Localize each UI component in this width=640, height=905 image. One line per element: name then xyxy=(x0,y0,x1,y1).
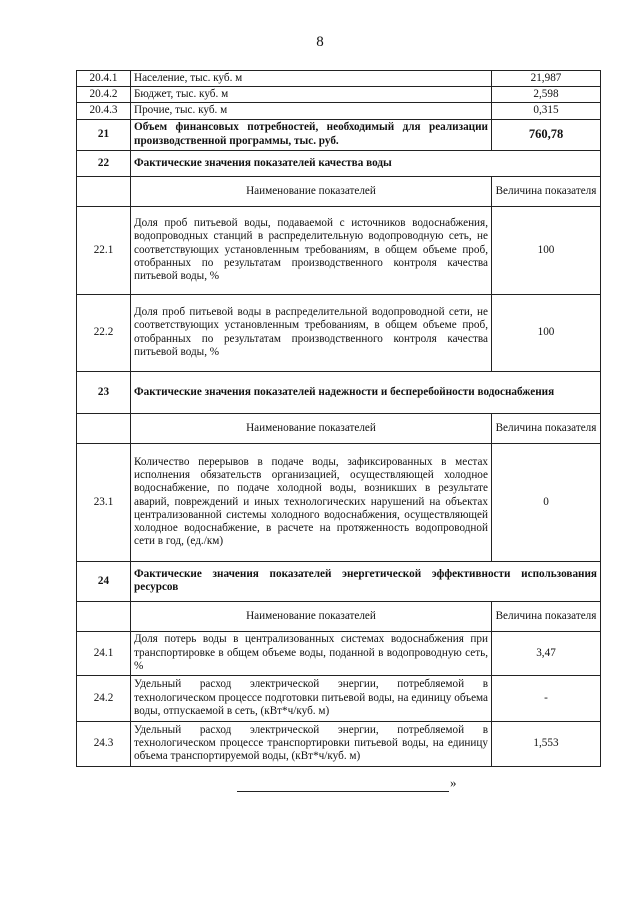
section-number: 24 xyxy=(77,561,131,601)
section-title: Фактические значения показателей качества воды xyxy=(131,150,601,176)
table-row xyxy=(77,294,601,371)
row-number: 20.4.2 xyxy=(77,87,131,103)
column-header-value: Величина показателя xyxy=(492,176,601,206)
row-value: 3,47 xyxy=(492,631,601,675)
indicators-table xyxy=(76,70,601,767)
row-value: 2,598 xyxy=(492,87,601,103)
column-header-name: Наименование показателей xyxy=(131,413,492,443)
row-text: Удельный расход электрической энергии, потребляемой в технологическом процессе подготовки питьевой воды, на единицу объема воды, отпускаемой в сеть, (кВт*ч/куб. м) xyxy=(131,675,492,721)
table-row xyxy=(77,71,601,87)
row-number: 23.1 xyxy=(77,443,131,561)
row-number: 21 xyxy=(77,119,131,150)
row-number: 24.3 xyxy=(77,721,131,766)
table-row xyxy=(77,206,601,294)
row-value: - xyxy=(492,675,601,721)
row-text: Прочие, тыс. куб. м xyxy=(131,103,492,119)
row-value: 100 xyxy=(492,206,601,294)
row-text: Объем финансовых потребностей, необходимый для реализации производственной программы, тыс. руб. xyxy=(131,119,492,150)
row-text: Доля проб питьевой воды, подаваемой с источников водоснабжения, водопроводных станций в распределительную водопроводную сеть, не соответствующих установленным требованиям, в общем объеме проб, отобранных по результатам производственного контроля качества питьевой воды, % xyxy=(131,206,492,294)
table-row xyxy=(77,443,601,561)
column-header-row xyxy=(77,601,601,631)
section-title: Фактические значения показателей энергетической эффективности использования ресурсов xyxy=(131,561,601,601)
table-row xyxy=(77,87,601,103)
row-number: 20.4.1 xyxy=(77,71,131,87)
row-text: Население, тыс. куб. м xyxy=(131,71,492,87)
row-value: 0 xyxy=(492,443,601,561)
row-text: Количество перерывов в подаче воды, зафиксированных в местах исполнения обязательств организацией, осуществляющей холодное водоснабжение, по подаче холодной воды, возникших в результате аварий, повреждений и иных технологических нарушений на объектах централизованной системы холодного водоснабжения, осуществляющей холодное водоснабжение, в расчете на протяженность водопроводной сети в год, (ед./км) xyxy=(131,443,492,561)
row-number: 20.4.3 xyxy=(77,103,131,119)
row-value: 760,78 xyxy=(492,119,601,150)
closing-quote: » xyxy=(450,775,457,790)
table-row xyxy=(77,675,601,721)
row-number: 22.2 xyxy=(77,294,131,371)
section-header-row xyxy=(77,561,601,601)
row-number: 24.2 xyxy=(77,675,131,721)
row-text: Бюджет, тыс. куб. м xyxy=(131,87,492,103)
table-row xyxy=(77,721,601,766)
column-header-row xyxy=(77,176,601,206)
table-row xyxy=(77,119,601,150)
column-header-value: Величина показателя xyxy=(492,601,601,631)
row-text: Доля потерь воды в централизованных системах водоснабжения при транспортировке в общем объеме воды, поданной в водопроводную сеть, % xyxy=(131,631,492,675)
column-header-name: Наименование показателей xyxy=(131,601,492,631)
row-value: 21,987 xyxy=(492,71,601,87)
row-text: Удельный расход электрической энергии, потребляемой в технологическом процессе транспортировки питьевой воды, на единицу объема транспортируемой воды, (кВт*ч/куб. м) xyxy=(131,721,492,766)
row-value: 0,315 xyxy=(492,103,601,119)
underline-rule xyxy=(237,779,449,792)
table-row xyxy=(77,631,601,675)
table-row xyxy=(77,103,601,119)
column-header-name: Наименование показателей xyxy=(131,176,492,206)
row-number: 24.1 xyxy=(77,631,131,675)
section-header-row xyxy=(77,371,601,413)
section-header-row xyxy=(77,150,601,176)
section-number: 22 xyxy=(77,150,131,176)
row-value: 1,553 xyxy=(492,721,601,766)
page-number: 8 xyxy=(316,34,324,50)
row-value: 100 xyxy=(492,294,601,371)
column-header-row xyxy=(77,413,601,443)
section-number: 23 xyxy=(77,371,131,413)
row-number: 22.1 xyxy=(77,206,131,294)
column-header-value: Величина показателя xyxy=(492,413,601,443)
section-title: Фактические значения показателей надежности и бесперебойности водоснабжения xyxy=(131,371,601,413)
row-text: Доля проб питьевой воды в распределительной водопроводной сети, не соответствующих установленным требованиям, в общем объеме проб, отобранных по результатам производственного контроля качества питьевой воды, % xyxy=(131,294,492,371)
